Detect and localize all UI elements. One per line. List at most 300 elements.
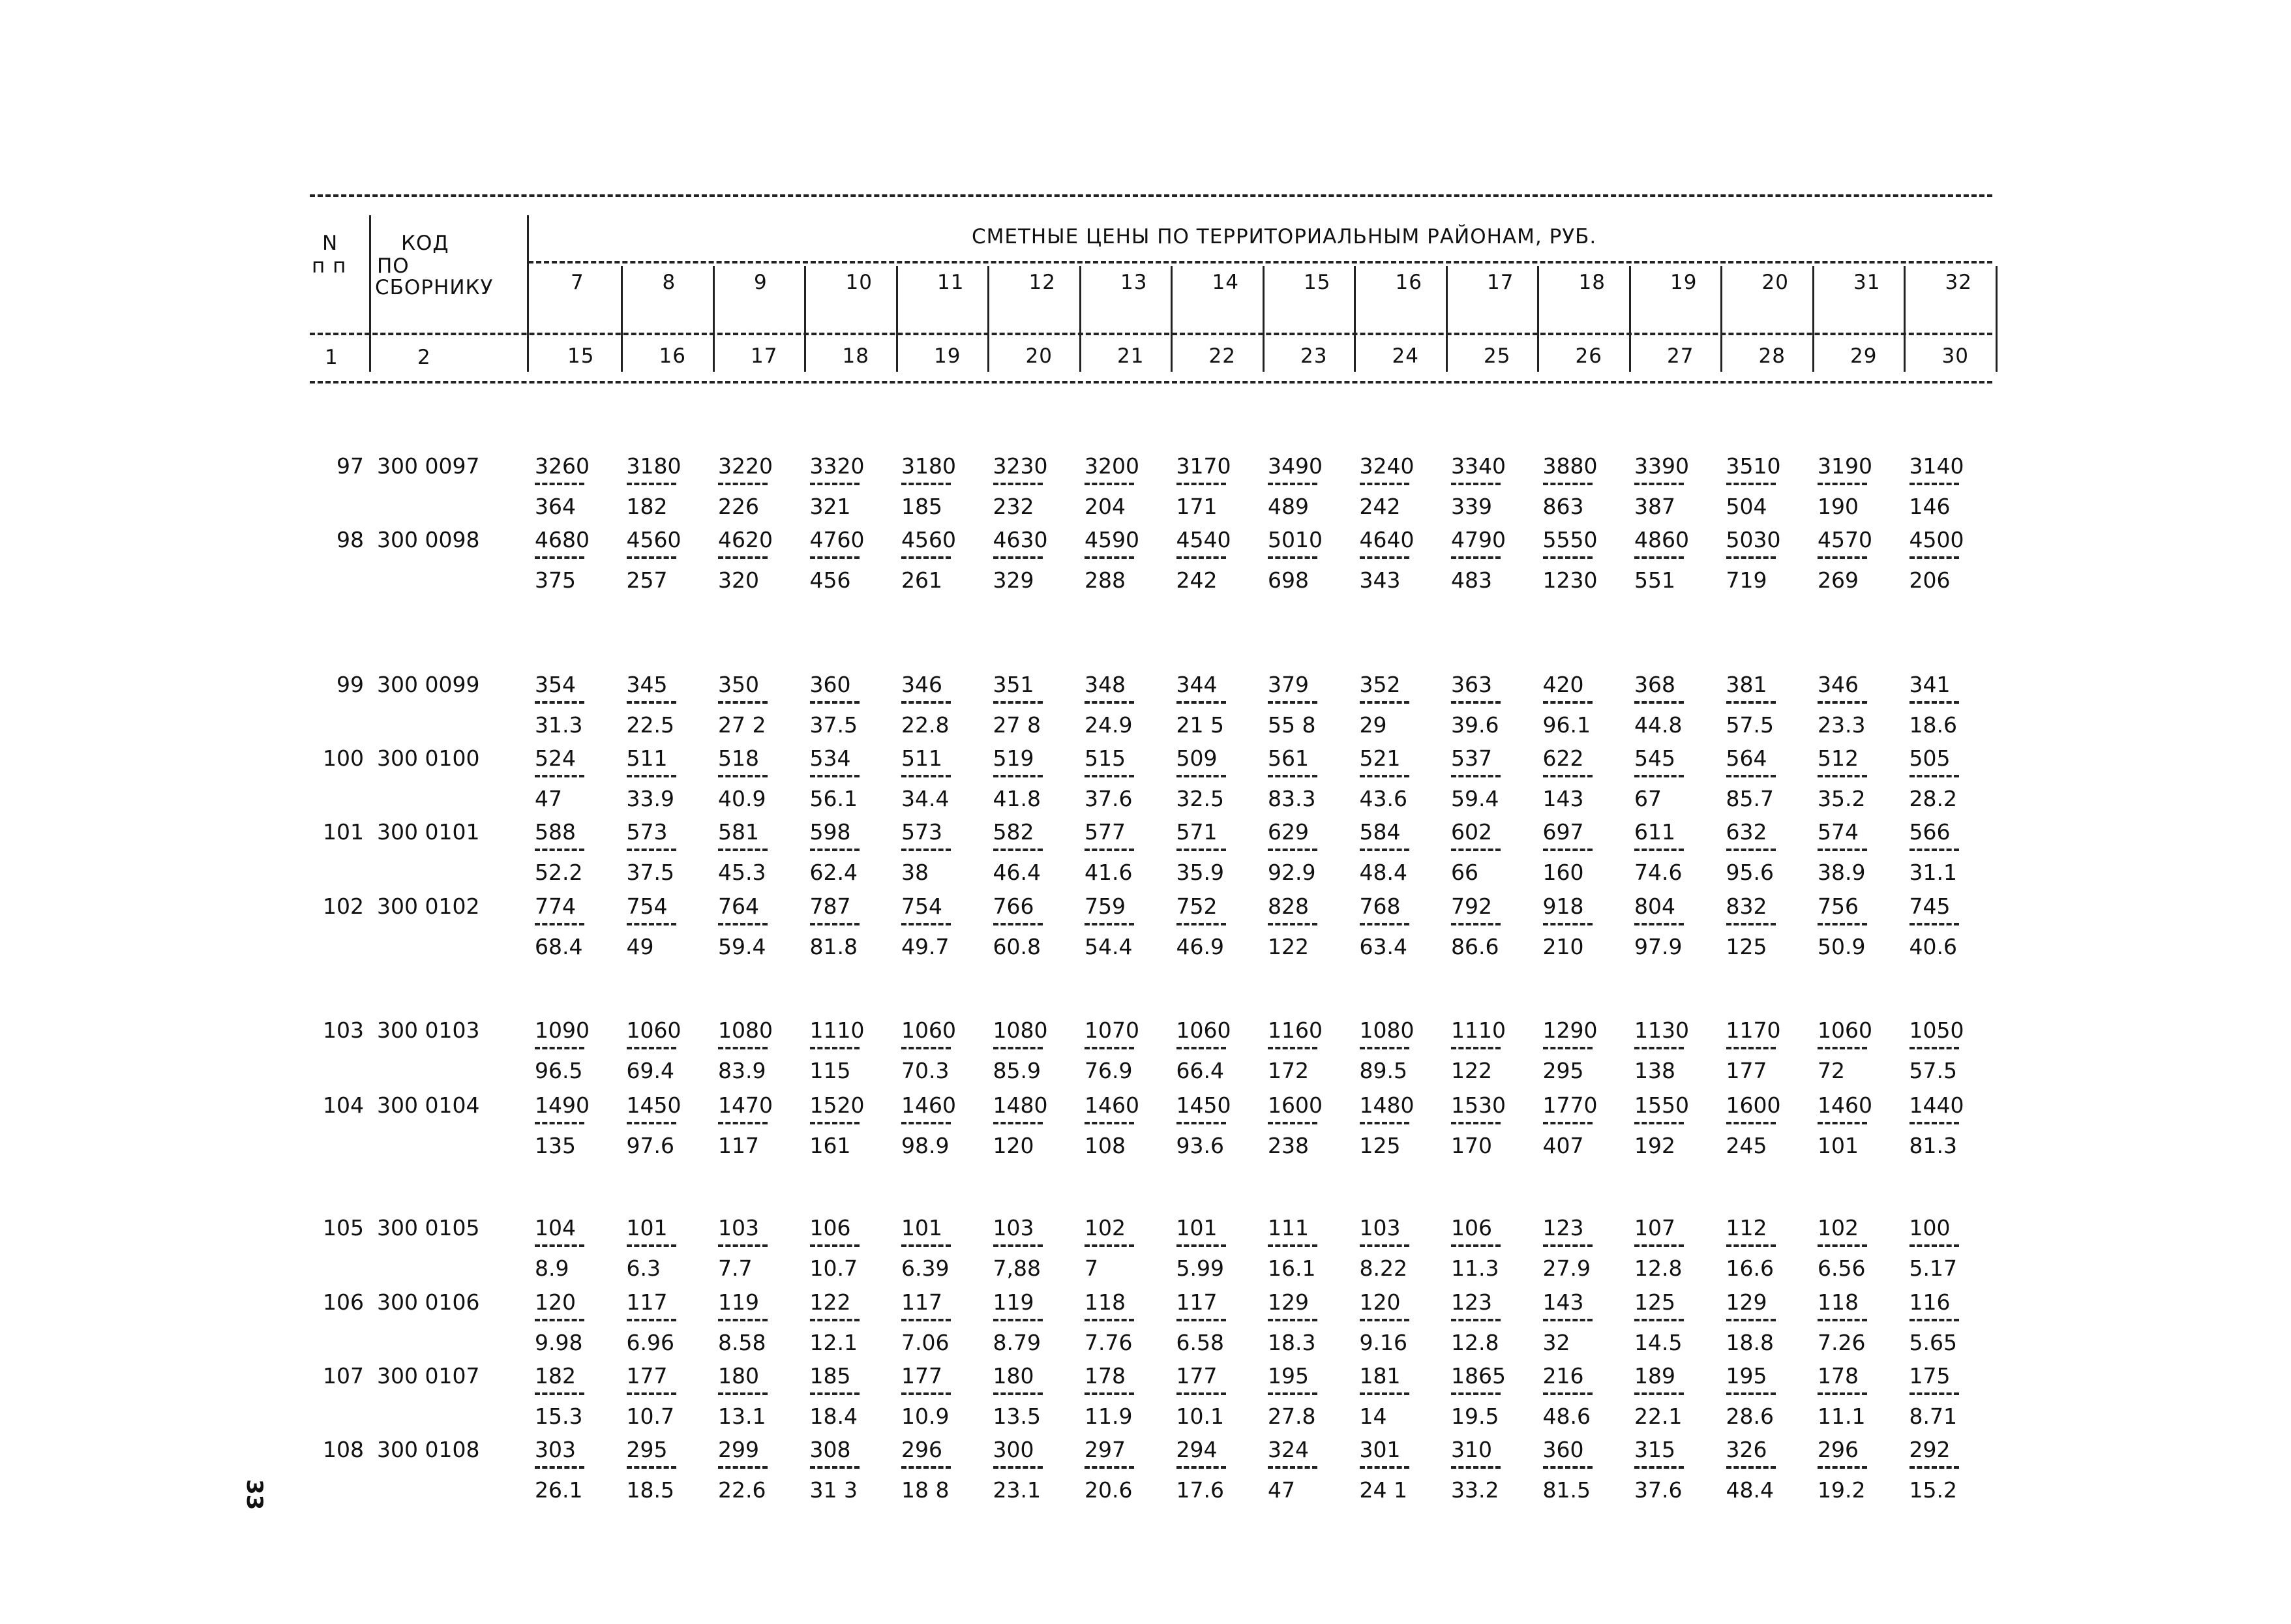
price-value: 120 <box>1359 1289 1401 1315</box>
fraction-rule <box>627 1319 676 1321</box>
fraction-rule <box>1909 1319 1959 1321</box>
wage-value: 1230 <box>1542 567 1598 593</box>
wage-value: 63.4 <box>1359 934 1407 959</box>
wage-value: 23.3 <box>1818 712 1866 738</box>
price-value: 3320 <box>809 453 865 479</box>
row-code: 300 0105 <box>377 1215 480 1241</box>
wage-value: 76.9 <box>1085 1058 1133 1083</box>
price-value: 3510 <box>1726 453 1781 479</box>
row-number: 103 <box>323 1017 364 1043</box>
price-value: 1060 <box>1818 1017 1872 1043</box>
column-number: 18 <box>842 344 869 368</box>
fraction-rule <box>1360 1319 1409 1321</box>
wage-value: 27 8 <box>993 712 1041 738</box>
price-value: 123 <box>1542 1215 1584 1241</box>
fraction-rule <box>1268 556 1317 559</box>
wage-value: 21 5 <box>1176 712 1224 738</box>
fraction-rule <box>1451 923 1501 925</box>
fraction-rule <box>1818 701 1867 704</box>
fraction-rule <box>1268 1466 1317 1469</box>
wage-value: 863 <box>1542 494 1584 519</box>
fraction-rule <box>1268 1244 1317 1247</box>
wage-value: 41.8 <box>993 786 1041 811</box>
price-value: 582 <box>993 819 1034 845</box>
wage-value: 343 <box>1359 567 1401 593</box>
wage-value: 69.4 <box>626 1058 674 1083</box>
wage-value: 27.9 <box>1542 1256 1591 1281</box>
fraction-rule <box>1268 849 1317 851</box>
row-number: 107 <box>323 1363 364 1389</box>
price-value: 573 <box>901 819 942 845</box>
fraction-rule <box>810 849 860 851</box>
wage-value: 210 <box>1542 934 1584 959</box>
wage-value: 8.58 <box>718 1330 766 1355</box>
fraction-rule <box>1451 849 1501 851</box>
wage-value: 41.6 <box>1085 860 1133 885</box>
price-value: 344 <box>1176 672 1218 697</box>
price-value: 4640 <box>1359 527 1415 552</box>
district-vline <box>1446 266 1448 372</box>
price-value: 602 <box>1451 819 1492 845</box>
wage-value: 18.5 <box>626 1477 674 1503</box>
row-code: 300 0099 <box>377 672 480 697</box>
wage-value: 8.22 <box>1359 1256 1407 1281</box>
wage-value: 719 <box>1726 567 1767 593</box>
price-value: 348 <box>1085 672 1126 697</box>
fraction-rule <box>1451 1319 1501 1321</box>
fraction-rule <box>810 1466 860 1469</box>
wage-value: 18.6 <box>1909 712 1957 738</box>
fraction-rule <box>1360 923 1409 925</box>
fraction-rule <box>993 701 1043 704</box>
row-number: 105 <box>323 1215 364 1241</box>
wage-value: 125 <box>1359 1133 1401 1158</box>
wage-value: 96.1 <box>1542 712 1591 738</box>
district-number: 8 <box>662 271 676 294</box>
wage-value: 59.4 <box>1451 786 1499 811</box>
price-value: 106 <box>1451 1215 1492 1241</box>
fraction-rule <box>1818 1466 1867 1469</box>
wage-value: 14.5 <box>1634 1330 1683 1355</box>
wage-value: 66.4 <box>1176 1058 1224 1083</box>
price-value: 1450 <box>626 1092 681 1118</box>
wage-value: 5.17 <box>1909 1256 1957 1281</box>
wage-value: 19.5 <box>1451 1404 1499 1429</box>
price-value: 101 <box>626 1215 668 1241</box>
price-value: 584 <box>1359 819 1401 845</box>
header-vline <box>369 215 371 372</box>
wage-value: 81.5 <box>1542 1477 1591 1503</box>
price-value: 341 <box>1909 672 1951 697</box>
wage-value: 206 <box>1909 567 1951 593</box>
fraction-rule <box>901 701 951 704</box>
price-value: 524 <box>535 745 576 771</box>
wage-value: 35.9 <box>1176 860 1224 885</box>
price-value: 360 <box>1542 1437 1584 1462</box>
fraction-rule <box>1360 849 1409 851</box>
fraction-rule <box>627 1244 676 1247</box>
column-number: 19 <box>934 344 961 368</box>
fraction-rule <box>993 1392 1043 1395</box>
price-value: 3240 <box>1359 453 1415 479</box>
fraction-rule <box>1360 1466 1409 1469</box>
price-value: 1130 <box>1634 1017 1689 1043</box>
price-value: 4680 <box>535 527 590 552</box>
fraction-rule <box>1909 775 1959 777</box>
fraction-rule <box>1360 1122 1409 1124</box>
wage-value: 86.6 <box>1451 934 1499 959</box>
fraction-rule <box>1634 1466 1684 1469</box>
price-value: 3260 <box>535 453 590 479</box>
price-value: 828 <box>1268 894 1309 919</box>
price-value: 351 <box>993 672 1034 697</box>
price-value: 352 <box>1359 672 1401 697</box>
row-number: 102 <box>323 894 364 919</box>
price-value: 505 <box>1909 745 1951 771</box>
fraction-rule <box>1726 1122 1776 1124</box>
district-vline <box>1079 266 1081 372</box>
fraction-rule <box>718 1047 768 1049</box>
column-number: 25 <box>1484 344 1511 368</box>
price-value: 346 <box>1818 672 1859 697</box>
header-pp: п п <box>312 254 347 278</box>
wage-value: 37.6 <box>1085 786 1133 811</box>
wage-value: 22.1 <box>1634 1404 1683 1429</box>
fraction-rule <box>1818 923 1867 925</box>
price-value: 3170 <box>1176 453 1231 479</box>
fraction-rule <box>718 775 768 777</box>
fraction-rule <box>1085 923 1134 925</box>
wage-value: 47 <box>535 786 562 811</box>
district-vline <box>1720 266 1722 372</box>
price-value: 1090 <box>535 1017 590 1043</box>
fraction-rule <box>718 556 768 559</box>
price-value: 4540 <box>1176 527 1231 552</box>
fraction-rule <box>1176 1047 1226 1049</box>
fraction-rule <box>993 483 1043 485</box>
column-number: 17 <box>751 344 778 368</box>
wage-value: 120 <box>993 1133 1034 1158</box>
fraction-rule <box>901 1392 951 1395</box>
price-value: 754 <box>626 894 668 919</box>
price-value: 832 <box>1726 894 1767 919</box>
wage-value: 54.4 <box>1085 934 1133 959</box>
wage-value: 16.1 <box>1268 1256 1316 1281</box>
price-value: 354 <box>535 672 576 697</box>
fraction-rule <box>1268 1047 1317 1049</box>
price-value: 182 <box>535 1363 576 1389</box>
fraction-rule <box>1726 1244 1776 1247</box>
row-number: 101 <box>323 819 364 845</box>
district-number: 14 <box>1212 271 1239 294</box>
wage-value: 33.9 <box>626 786 674 811</box>
wage-value: 135 <box>535 1133 576 1158</box>
wage-value: 37.5 <box>809 712 858 738</box>
wage-value: 13.1 <box>718 1404 766 1429</box>
fraction-rule <box>1543 1047 1593 1049</box>
wage-value: 117 <box>718 1133 759 1158</box>
fraction-rule <box>993 556 1043 559</box>
wage-value: 5.65 <box>1909 1330 1957 1355</box>
fraction-rule <box>1726 1466 1776 1469</box>
fraction-rule <box>1451 1466 1501 1469</box>
wage-value: 143 <box>1542 786 1584 811</box>
wage-value: 7,88 <box>993 1256 1041 1281</box>
fraction-rule <box>718 1392 768 1395</box>
district-number: 20 <box>1761 271 1789 294</box>
price-value: 1490 <box>535 1092 590 1118</box>
header-title: СМЕТНЫЕ ЦЕНЫ ПО ТЕРРИТОРИАЛЬНЫМ РАЙОНАМ, РУБ. <box>972 225 1597 248</box>
district-vline <box>987 266 989 372</box>
wage-value: 48.4 <box>1726 1477 1774 1503</box>
fraction-rule <box>901 556 951 559</box>
fraction-rule <box>993 923 1043 925</box>
price-value: 292 <box>1909 1437 1951 1462</box>
wage-value: 13.5 <box>993 1404 1041 1429</box>
wage-value: 32.5 <box>1176 786 1224 811</box>
price-value: 1290 <box>1542 1017 1598 1043</box>
fraction-rule <box>535 849 584 851</box>
price-value: 119 <box>718 1289 759 1315</box>
price-value: 303 <box>535 1437 576 1462</box>
row-number: 99 <box>337 672 364 697</box>
fraction-rule <box>1634 483 1684 485</box>
fraction-rule <box>1543 701 1593 704</box>
fraction-rule <box>1268 483 1317 485</box>
price-value: 324 <box>1268 1437 1309 1462</box>
wage-value: 62.4 <box>809 860 858 885</box>
fraction-rule <box>535 483 584 485</box>
price-value: 178 <box>1818 1363 1859 1389</box>
price-value: 1550 <box>1634 1092 1689 1118</box>
row-code: 300 0101 <box>377 819 480 845</box>
fraction-rule <box>718 483 768 485</box>
wage-value: 74.6 <box>1634 860 1683 885</box>
fraction-rule <box>901 849 951 851</box>
fraction-rule <box>1726 775 1776 777</box>
fraction-rule <box>1268 1122 1317 1124</box>
fraction-rule <box>1634 1392 1684 1395</box>
wage-value: 38.9 <box>1818 860 1866 885</box>
price-value: 3880 <box>1542 453 1598 479</box>
district-number: 10 <box>845 271 873 294</box>
row-code: 300 0108 <box>377 1437 480 1462</box>
price-value: 175 <box>1909 1363 1951 1389</box>
wage-value: 18.3 <box>1268 1330 1316 1355</box>
wage-value: 85.9 <box>993 1058 1041 1083</box>
wage-value: 40.9 <box>718 786 766 811</box>
wage-value: 35.2 <box>1818 786 1866 811</box>
header-bottom-rule <box>310 381 1992 383</box>
wage-value: 97.9 <box>1634 934 1683 959</box>
wage-value: 7 <box>1085 1256 1098 1281</box>
price-value: 363 <box>1451 672 1492 697</box>
price-value: 3190 <box>1818 453 1872 479</box>
fraction-rule <box>1909 701 1959 704</box>
price-value: 195 <box>1726 1363 1767 1389</box>
price-value: 792 <box>1451 894 1492 919</box>
fraction-rule <box>1818 556 1867 559</box>
fraction-rule <box>1085 1122 1134 1124</box>
fraction-rule <box>627 483 676 485</box>
fraction-rule <box>1085 1466 1134 1469</box>
fraction-rule <box>901 775 951 777</box>
price-value: 102 <box>1085 1215 1126 1241</box>
wage-value: 483 <box>1451 567 1492 593</box>
price-value: 296 <box>1818 1437 1859 1462</box>
price-value: 4760 <box>809 527 865 552</box>
price-value: 4860 <box>1634 527 1689 552</box>
wage-value: 81.3 <box>1909 1133 1957 1158</box>
price-value: 216 <box>1542 1363 1584 1389</box>
price-value: 564 <box>1726 745 1767 771</box>
wage-value: 18.4 <box>809 1404 858 1429</box>
wage-value: 33.2 <box>1451 1477 1499 1503</box>
wage-value: 98.9 <box>901 1133 950 1158</box>
wage-value: 504 <box>1726 494 1767 519</box>
wage-value: 192 <box>1634 1133 1675 1158</box>
price-value: 101 <box>1176 1215 1218 1241</box>
header-mid-rule <box>310 333 1992 335</box>
price-value: 745 <box>1909 894 1951 919</box>
fraction-rule <box>1634 701 1684 704</box>
wage-value: 47 <box>1268 1477 1295 1503</box>
fraction-rule <box>1360 483 1409 485</box>
wage-value: 257 <box>626 567 668 593</box>
price-value: 1080 <box>1359 1017 1415 1043</box>
fraction-rule <box>993 775 1043 777</box>
wage-value: 70.3 <box>901 1058 950 1083</box>
fraction-rule <box>1909 1047 1959 1049</box>
price-value: 1060 <box>1176 1017 1231 1043</box>
wage-value: 320 <box>718 567 759 593</box>
wage-value: 160 <box>1542 860 1584 885</box>
fraction-rule <box>810 1392 860 1395</box>
wage-value: 23.1 <box>993 1477 1041 1503</box>
column-number: 21 <box>1117 344 1145 368</box>
fraction-rule <box>901 1122 951 1124</box>
wage-value: 22.8 <box>901 712 950 738</box>
wage-value: 26.1 <box>535 1477 583 1503</box>
price-value: 764 <box>718 894 759 919</box>
wage-value: 12.8 <box>1451 1330 1499 1355</box>
price-value: 118 <box>1818 1289 1859 1315</box>
column-number: 16 <box>659 344 686 368</box>
wage-value: 5.99 <box>1176 1256 1224 1281</box>
row-code: 300 0098 <box>377 527 480 552</box>
price-value: 1865 <box>1451 1363 1506 1389</box>
wage-value: 81.8 <box>809 934 858 959</box>
fraction-rule <box>1176 923 1226 925</box>
wage-value: 46.4 <box>993 860 1041 885</box>
price-value: 752 <box>1176 894 1218 919</box>
fraction-rule <box>627 923 676 925</box>
wage-value: 551 <box>1634 567 1675 593</box>
fraction-rule <box>993 1122 1043 1124</box>
price-value: 195 <box>1268 1363 1309 1389</box>
wage-value: 34.4 <box>901 786 950 811</box>
district-vline <box>621 266 623 372</box>
price-value: 1080 <box>718 1017 773 1043</box>
wage-value: 238 <box>1268 1133 1309 1158</box>
price-value: 345 <box>626 672 668 697</box>
price-value: 512 <box>1818 745 1859 771</box>
price-value: 297 <box>1085 1437 1126 1462</box>
fraction-rule <box>1634 1047 1684 1049</box>
fraction-rule <box>1726 849 1776 851</box>
fraction-rule <box>1634 1244 1684 1247</box>
price-value: 1070 <box>1085 1017 1139 1043</box>
row-code: 300 0100 <box>377 745 480 771</box>
wage-value: 8.71 <box>1909 1404 1957 1429</box>
wage-value: 60.8 <box>993 934 1041 959</box>
wage-value: 40.6 <box>1909 934 1957 959</box>
fraction-rule <box>1726 1392 1776 1395</box>
row-number: 98 <box>337 527 364 552</box>
fraction-rule <box>1176 1319 1226 1321</box>
fraction-rule <box>810 1122 860 1124</box>
wage-value: 115 <box>809 1058 851 1083</box>
price-value: 177 <box>626 1363 668 1389</box>
fraction-rule <box>1451 1244 1501 1247</box>
wage-value: 45.3 <box>718 860 766 885</box>
wage-value: 11.9 <box>1085 1404 1133 1429</box>
price-value: 177 <box>1176 1363 1218 1389</box>
fraction-rule <box>718 849 768 851</box>
fraction-rule <box>1451 1122 1501 1124</box>
header-po: ПО <box>377 254 410 278</box>
district-vline <box>1537 266 1539 372</box>
fraction-rule <box>993 1244 1043 1247</box>
district-number: 13 <box>1120 271 1148 294</box>
column-number: 30 <box>1941 344 1969 368</box>
price-value: 1600 <box>1726 1092 1781 1118</box>
fraction-rule <box>1543 556 1593 559</box>
fraction-rule <box>1268 775 1317 777</box>
fraction-rule <box>1818 1392 1867 1395</box>
wage-value: 295 <box>1542 1058 1584 1083</box>
price-value: 101 <box>901 1215 942 1241</box>
price-value: 577 <box>1085 819 1126 845</box>
fraction-rule <box>1909 483 1959 485</box>
district-number: 9 <box>754 271 768 294</box>
fraction-rule <box>627 849 676 851</box>
fraction-rule <box>1818 1122 1867 1124</box>
price-value: 106 <box>809 1215 851 1241</box>
price-value: 697 <box>1542 819 1584 845</box>
wage-value: 38 <box>901 860 929 885</box>
wage-value: 170 <box>1451 1133 1492 1158</box>
price-value: 118 <box>1085 1289 1126 1315</box>
fraction-rule <box>901 483 951 485</box>
district-vline <box>1904 266 1906 372</box>
fraction-rule <box>993 1319 1043 1321</box>
wage-value: 57.5 <box>1909 1058 1957 1083</box>
fraction-rule <box>535 1466 584 1469</box>
wage-value: 14 <box>1359 1404 1387 1429</box>
price-value: 1450 <box>1176 1092 1231 1118</box>
price-value: 511 <box>901 745 942 771</box>
fraction-rule <box>627 1122 676 1124</box>
wage-value: 72 <box>1818 1058 1845 1083</box>
fraction-rule <box>1176 1392 1226 1395</box>
price-value: 622 <box>1542 745 1584 771</box>
price-value: 178 <box>1085 1363 1126 1389</box>
price-value: 117 <box>1176 1289 1218 1315</box>
wage-value: 261 <box>901 567 942 593</box>
column-number: 29 <box>1850 344 1878 368</box>
price-value: 1060 <box>901 1017 956 1043</box>
